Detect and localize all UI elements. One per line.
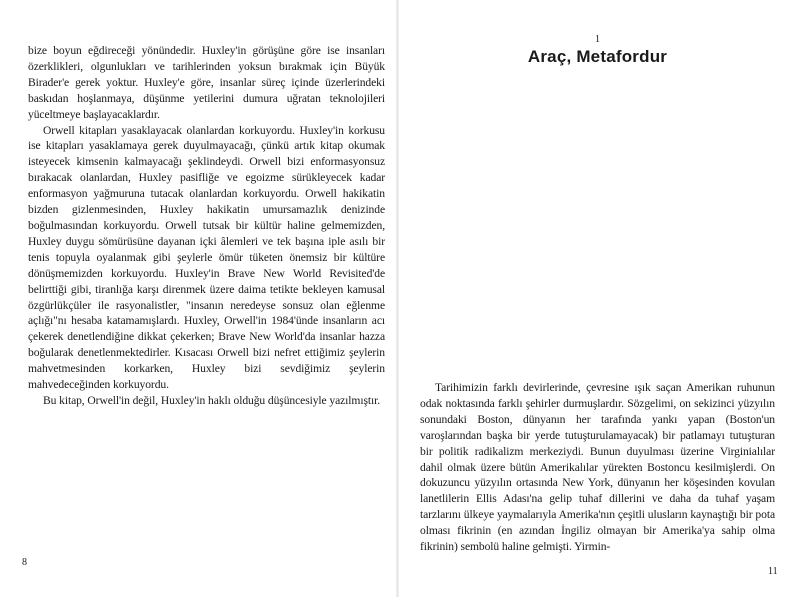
left-page-body xyxy=(28,43,385,409)
left-paragraph-2: Orwell kitapları yasaklayacak olanlardan korkuyordu. Huxley'in korkusu ise kitapları yasaklamaya gerek duyulmayacağı, çünkü artık kitap okumak isteyecek kimsenin kalmayacağı şeklindeydi. Orwell bizi enformasyonsuz bırakacak olanlardan, Huxley pasifliğe ve egoizme sürükleyecek kadar enformasyon yağmuruna tutacak olanlardan korkuyordu. Orwell hakikatin bizden gizlenmesinden, Huxley hakikatin umursamazlık denizinde boğulmasından korkuyordu. Orwell tutsak bir kültür haline gelmemizden, Huxley duygu sömürüsüne dayanan içki âlemleri ve tek başına iple asılı bir tenis topuyla oyalanmak gibi şeylerle ömür tüketen önemsiz bir kültüre dönüşmemizden korkuyordu. Huxley'in Brave New World Revisited'de belirttiği gibi, tiranlığa karşı direnmek üzere daima tetikte bekleyen kamusal özgürlükçüler ile rasyonalistler, "insanın neredeyse sonsuz olan eğlenme açlığı"nı hesaba katamamışlardı. Huxley, Orwell'in 1984'ünde insanların acı çekerek denetlendiğine dikkat çekerken; Brave New World'da insanlar hazza boğularak denetlenmektedirler. Kısacası Orwell bizi nefret ettiğimiz şeylerin mahvetmesinden korkarken, Huxley bizi sevdiğimiz şeylerin mahvedeceğinden korkuyordu. xyxy=(28,123,385,392)
left-paragraph-3: Bu kitap, Orwell'in değil, Huxley'in haklı olduğu düşüncesiyle yazılmıştır. xyxy=(43,393,381,407)
left-page-number: 8 xyxy=(22,557,27,568)
chapter-title: Araç, Metafordur xyxy=(527,47,668,66)
left-paragraph-1: bize boyun eğdireceği yönündedir. Huxley'in görüşüne göre ise insanları özerklikleri, olgunlukları ve tarihlerinden yoksun bırakmak için Büyük Birader'e gerek yoktur. Huxley'e göre, insanlar süreç içinde üzerlerindeki baskıdan hoşlanmaya, düşünme yetilerini dumura uğratan teknolojileri yüceltmeye başlayacaklardır. xyxy=(28,44,385,121)
right-page-body xyxy=(420,380,775,555)
chapter-number: 1 xyxy=(595,34,600,45)
left-page xyxy=(0,0,398,597)
right-page-number: 11 xyxy=(768,566,778,577)
book-gutter xyxy=(396,0,399,597)
right-paragraph-1: Tarihimizin farklı devirlerinde, çevresine ışık saçan Amerikan ruhunun odak noktasında farklı şehirler durmuşlardır. Sözgelimi, on sekizinci yüzyılın sonundaki Boston, dünyanın her tarafında yankı yapan (Boston'un varoşlarından başka bir yerde tutuşturulamayacak) bir patlamayı tutuşturan bir politik radikalizm merkeziydi. Bunun duyulması üzerine Virginialılar dahil olmak üzere bütün Amerikalılar yürekten Bostoncu kesilmişlerdi. On dokuzuncu yüzyılın ortasında New York, dünyanın her köşesinden kovulan lanetlilerin Ellis Adası'na gelip tuhaf dillerini ve daha da tuhaf yaşam tarzlarını ülkeye yaymalarıyla Amerika'nın çeşitli ulusların kaynaştığı bir pota olması fikrinin (en azından İngiliz olmayan bir Amerika'ya sahip olma fikrinin) sembolü haline gelmişti. Yirmin- xyxy=(420,381,775,554)
